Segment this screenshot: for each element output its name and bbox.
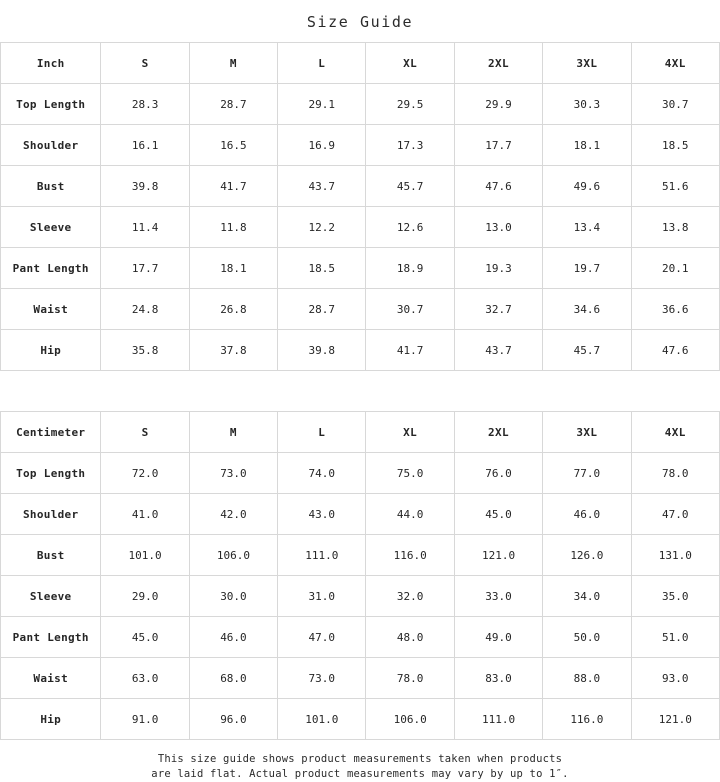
table-row xyxy=(1,576,720,617)
table-cell: 28.7 xyxy=(278,289,366,330)
table-cell: 30.7 xyxy=(366,289,454,330)
table-cell: 41.0 xyxy=(101,494,189,535)
table-header-row xyxy=(1,412,720,453)
table-cell: 37.8 xyxy=(189,330,277,371)
table-cell: 50.0 xyxy=(543,617,631,658)
table-cell: 91.0 xyxy=(101,699,189,740)
table-cell: 44.0 xyxy=(366,494,454,535)
table-cell: 24.8 xyxy=(101,289,189,330)
table-cell: 13.4 xyxy=(543,207,631,248)
size-table-centimeter xyxy=(0,411,720,740)
table-cell: 16.1 xyxy=(101,125,189,166)
table-cell: 42.0 xyxy=(189,494,277,535)
table-cell: 32.7 xyxy=(454,289,542,330)
table-header-cell: 3XL xyxy=(543,43,631,84)
table-cell: 106.0 xyxy=(189,535,277,576)
table-cell: 75.0 xyxy=(366,453,454,494)
table-cell: 30.0 xyxy=(189,576,277,617)
table-cell: 39.8 xyxy=(101,166,189,207)
table-cell: 78.0 xyxy=(366,658,454,699)
table-header-cell: Centimeter xyxy=(1,412,101,453)
table-cell: 96.0 xyxy=(189,699,277,740)
table-cell: 18.9 xyxy=(366,248,454,289)
table-cell: 49.6 xyxy=(543,166,631,207)
table-cell: 18.1 xyxy=(543,125,631,166)
table-header-cell: S xyxy=(101,412,189,453)
table-spacer xyxy=(0,371,720,411)
table-cell: 13.8 xyxy=(631,207,719,248)
row-label: Shoulder xyxy=(1,125,101,166)
table-cell: 33.0 xyxy=(454,576,542,617)
table-cell: 16.9 xyxy=(278,125,366,166)
table-header-cell: XL xyxy=(366,43,454,84)
table-cell: 29.9 xyxy=(454,84,542,125)
table-header-cell: 2XL xyxy=(454,43,542,84)
table-cell: 49.0 xyxy=(454,617,542,658)
table-row xyxy=(1,166,720,207)
table-row xyxy=(1,330,720,371)
table-row xyxy=(1,84,720,125)
table-cell: 17.7 xyxy=(454,125,542,166)
table-header-cell: L xyxy=(278,412,366,453)
table-cell: 39.8 xyxy=(278,330,366,371)
table-cell: 19.7 xyxy=(543,248,631,289)
table-cell: 76.0 xyxy=(454,453,542,494)
table-cell: 35.8 xyxy=(101,330,189,371)
footnote-line-1: This size guide shows product measurements taken when products xyxy=(157,753,563,765)
table-cell: 72.0 xyxy=(101,453,189,494)
row-label: Waist xyxy=(1,289,101,330)
table-cell: 35.0 xyxy=(631,576,719,617)
table-header-cell: M xyxy=(189,412,277,453)
table-cell: 68.0 xyxy=(189,658,277,699)
table-header-cell: 3XL xyxy=(543,412,631,453)
table-cell: 45.0 xyxy=(454,494,542,535)
row-label: Sleeve xyxy=(1,207,101,248)
table-cell: 83.0 xyxy=(454,658,542,699)
table-row xyxy=(1,289,720,330)
footnote xyxy=(0,740,720,782)
table-cell: 101.0 xyxy=(278,699,366,740)
table-cell: 47.0 xyxy=(278,617,366,658)
table-cell: 48.0 xyxy=(366,617,454,658)
table-cell: 12.6 xyxy=(366,207,454,248)
table-cell: 34.6 xyxy=(543,289,631,330)
table-cell: 73.0 xyxy=(278,658,366,699)
row-label: Top Length xyxy=(1,84,101,125)
table-cell: 29.1 xyxy=(278,84,366,125)
table-row xyxy=(1,658,720,699)
table-cell: 46.0 xyxy=(543,494,631,535)
table-cell: 32.0 xyxy=(366,576,454,617)
table-header-row xyxy=(1,43,720,84)
table-row xyxy=(1,699,720,740)
table-row xyxy=(1,494,720,535)
row-label: Bust xyxy=(1,535,101,576)
table-cell: 20.1 xyxy=(631,248,719,289)
table-cell: 17.7 xyxy=(101,248,189,289)
table-header-cell: Inch xyxy=(1,43,101,84)
table-cell: 78.0 xyxy=(631,453,719,494)
table-header-cell: 4XL xyxy=(631,43,719,84)
table-row xyxy=(1,617,720,658)
table-cell: 16.5 xyxy=(189,125,277,166)
table-cell: 121.0 xyxy=(454,535,542,576)
table-cell: 43.7 xyxy=(278,166,366,207)
footnote-line-2: are laid flat. Actual product measurements may vary by up to 1″. xyxy=(151,768,569,780)
table-cell: 126.0 xyxy=(543,535,631,576)
table-cell: 28.7 xyxy=(189,84,277,125)
table-cell: 121.0 xyxy=(631,699,719,740)
row-label: Pant Length xyxy=(1,617,101,658)
table-row xyxy=(1,125,720,166)
table-header-cell: M xyxy=(189,43,277,84)
table-cell: 51.0 xyxy=(631,617,719,658)
table-cell: 41.7 xyxy=(189,166,277,207)
table-cell: 17.3 xyxy=(366,125,454,166)
table-cell: 74.0 xyxy=(278,453,366,494)
table-cell: 11.4 xyxy=(101,207,189,248)
table-cell: 111.0 xyxy=(278,535,366,576)
table-cell: 131.0 xyxy=(631,535,719,576)
table-cell: 43.7 xyxy=(454,330,542,371)
table-cell: 18.1 xyxy=(189,248,277,289)
row-label: Sleeve xyxy=(1,576,101,617)
table-cell: 73.0 xyxy=(189,453,277,494)
table-cell: 93.0 xyxy=(631,658,719,699)
table-cell: 29.5 xyxy=(366,84,454,125)
table-cell: 101.0 xyxy=(101,535,189,576)
table-cell: 111.0 xyxy=(454,699,542,740)
table-cell: 31.0 xyxy=(278,576,366,617)
table-cell: 36.6 xyxy=(631,289,719,330)
table-cell: 45.0 xyxy=(101,617,189,658)
table-header-cell: 2XL xyxy=(454,412,542,453)
table-header-cell: XL xyxy=(366,412,454,453)
table-cell: 45.7 xyxy=(543,330,631,371)
table-header-cell: L xyxy=(278,43,366,84)
table-cell: 11.8 xyxy=(189,207,277,248)
table-row xyxy=(1,248,720,289)
table-cell: 18.5 xyxy=(631,125,719,166)
table-cell: 46.0 xyxy=(189,617,277,658)
table-cell: 30.7 xyxy=(631,84,719,125)
table-cell: 34.0 xyxy=(543,576,631,617)
page-title: Size Guide xyxy=(306,13,414,31)
row-label: Hip xyxy=(1,330,101,371)
table-cell: 18.5 xyxy=(278,248,366,289)
table-cell: 63.0 xyxy=(101,658,189,699)
table-cell: 47.6 xyxy=(631,330,719,371)
row-label: Waist xyxy=(1,658,101,699)
table-header-cell: S xyxy=(101,43,189,84)
row-label: Bust xyxy=(1,166,101,207)
table-cell: 47.0 xyxy=(631,494,719,535)
row-label: Shoulder xyxy=(1,494,101,535)
table-header-cell: 4XL xyxy=(631,412,719,453)
table-cell: 47.6 xyxy=(454,166,542,207)
row-label: Hip xyxy=(1,699,101,740)
table-cell: 29.0 xyxy=(101,576,189,617)
table-cell: 28.3 xyxy=(101,84,189,125)
table-cell: 12.2 xyxy=(278,207,366,248)
table-cell: 116.0 xyxy=(366,535,454,576)
table-cell: 116.0 xyxy=(543,699,631,740)
table-cell: 51.6 xyxy=(631,166,719,207)
table-cell: 45.7 xyxy=(366,166,454,207)
table-cell: 43.0 xyxy=(278,494,366,535)
table-row xyxy=(1,453,720,494)
table-cell: 77.0 xyxy=(543,453,631,494)
row-label: Top Length xyxy=(1,453,101,494)
table-cell: 41.7 xyxy=(366,330,454,371)
table-cell: 26.8 xyxy=(189,289,277,330)
table-row xyxy=(1,535,720,576)
table-cell: 30.3 xyxy=(543,84,631,125)
row-label: Pant Length xyxy=(1,248,101,289)
size-table-inch xyxy=(0,42,720,371)
table-cell: 13.0 xyxy=(454,207,542,248)
table-row xyxy=(1,207,720,248)
table-cell: 106.0 xyxy=(366,699,454,740)
table-cell: 88.0 xyxy=(543,658,631,699)
table-cell: 19.3 xyxy=(454,248,542,289)
